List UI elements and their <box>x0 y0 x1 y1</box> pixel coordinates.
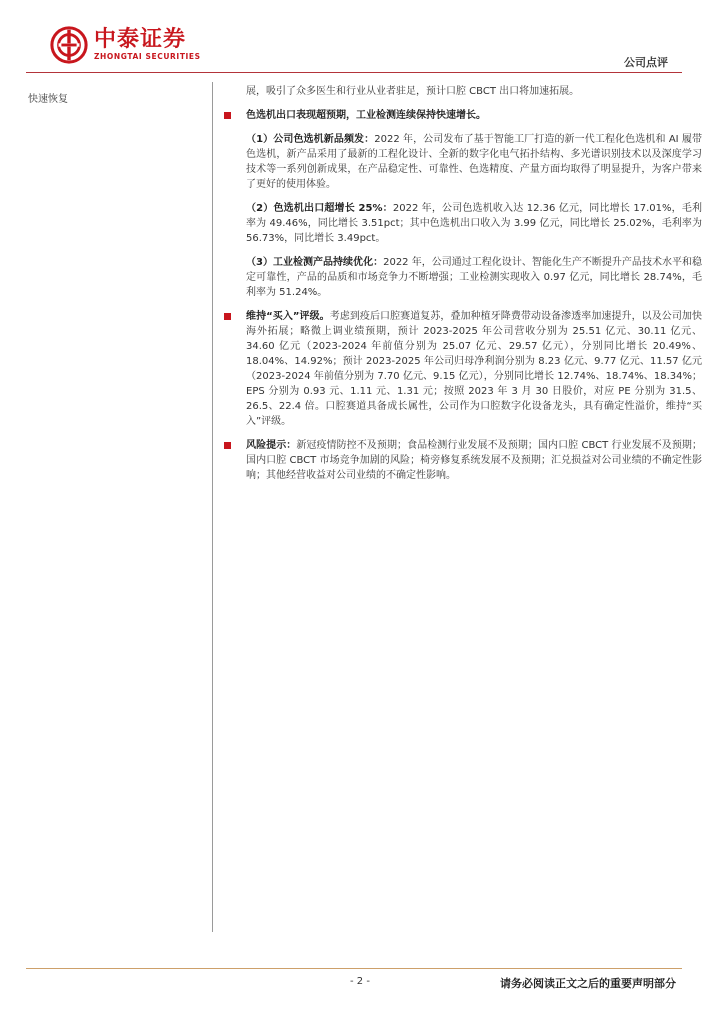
bullet-square-icon <box>224 313 231 320</box>
bullet-title: 风险提示： <box>246 440 297 451</box>
sub-point-text: 2022 年，公司发布了基于智能工厂打造的新一代工程化色选机和 AI 履带色选机，新产品采用了最新的工程化设计、全新的数字化电气拓扑结构、多光谱识别技术以及深度学习技术等一系列创新成果，在产品稳定性、可靠性、色选精度、产量方面均取得了明显提升，为客户带来了更好的使用体验。 <box>246 134 702 190</box>
column-divider <box>212 82 213 932</box>
disclaimer-note: 请务必阅读正文之后的重要声明部分 <box>500 977 676 990</box>
header-divider <box>26 72 682 73</box>
bullet-text: 考虑到疫后口腔赛道复苏，叠加种植牙降费带动设备渗透率加速提升，以及公司加快海外拓展；略微上调业绩预期，预计 2023-2025 年公司营收分别为 25.51 亿元、30.11 亿元、34.60 亿元（2023-2024 年前值分别为 25.07 亿元、29.57 亿元），分别同比增长 20.49%、18.04%、14.92%；预计 2023-2025 年公司归母净利润分别为 8.23 亿元、9.77 亿元、11.57 亿元（2023-2024 年前值分别为 7.70 亿元、9.15 亿元），分别同比增长 12.74%、18.74%、18.34%；EPS 分别为 0.93 元、1.11 元、1.31 元；按照 2023 年 3 月 30 日股价，对应 PE 分别为 31.5、26.5、22.4 倍。口腔赛道具备成长属性，公司作为口腔数字化设备龙头，具有确定性溢价，维持“买入”评级。 <box>246 311 702 427</box>
bullet-title: 维持“买入”评级。 <box>246 311 330 322</box>
company-logo <box>50 26 201 64</box>
footer-divider <box>26 968 682 969</box>
document-type: 公司点评 <box>624 56 668 69</box>
sub-point-3 <box>224 255 702 300</box>
bullet-square-icon <box>224 112 231 119</box>
bullet-sorter-export <box>224 108 702 123</box>
sub-point-text: 2022 年，公司通过工程化设计、智能化生产不断提升产品技术水平和稳定可靠性，产品的品质和市场竞争力不断增强；工业检测实现收入 0.97 亿元，同比增长 28.74%，毛利率为 51.24%。 <box>246 257 702 298</box>
sidebar-label: 快速恢复 <box>28 94 68 105</box>
sub-point-title: （1）公司色选机新品频发： <box>246 134 375 145</box>
bullet-square-icon <box>224 442 231 449</box>
sub-point-title: （3）工业检测产品持续优化： <box>246 257 384 268</box>
sub-point-title: （2）色选机出口超增长 25%： <box>246 203 393 214</box>
sub-point-1 <box>224 132 702 192</box>
page-number: - 2 - <box>350 976 370 987</box>
bullet-risk <box>224 438 702 483</box>
page-header <box>0 0 724 80</box>
bullet-text: 新冠疫情防控不及预期；食品检测行业发展不及预期；国内口腔 CBCT 行业发展不及预期；国内口腔 CBCT 市场竞争加剧的风险；椅旁修复系统发展不及预期；汇兑损益对公司业绩的不确定性影响；其他经营收益对公司业绩的不确定性影响。 <box>246 440 702 481</box>
sub-point-2 <box>224 201 702 246</box>
logo-chinese-name: 中泰证券 <box>94 27 187 52</box>
zhongtai-logo-icon <box>50 26 88 64</box>
logo-english-name: ZHONGTAI SECURITIES <box>94 52 201 61</box>
paragraph-continued: 展，吸引了众多医生和行业从业者驻足，预计口腔 CBCT 出口将加速拓展。 <box>246 86 580 97</box>
bullet-rating <box>224 309 702 429</box>
report-body <box>224 84 702 483</box>
sub-point-text: 2022 年，公司色选机收入达 12.36 亿元，同比增长 17.01%，毛利率为 49.46%，同比增长 3.51pct；其中色选机出口收入为 3.99 亿元，同比增长 25.02%，毛利率为 56.73%，同比增长 3.49pct。 <box>246 203 703 244</box>
bullet-title: 色选机出口表现超预期，工业检测连续保持快速增长。 <box>246 110 486 121</box>
